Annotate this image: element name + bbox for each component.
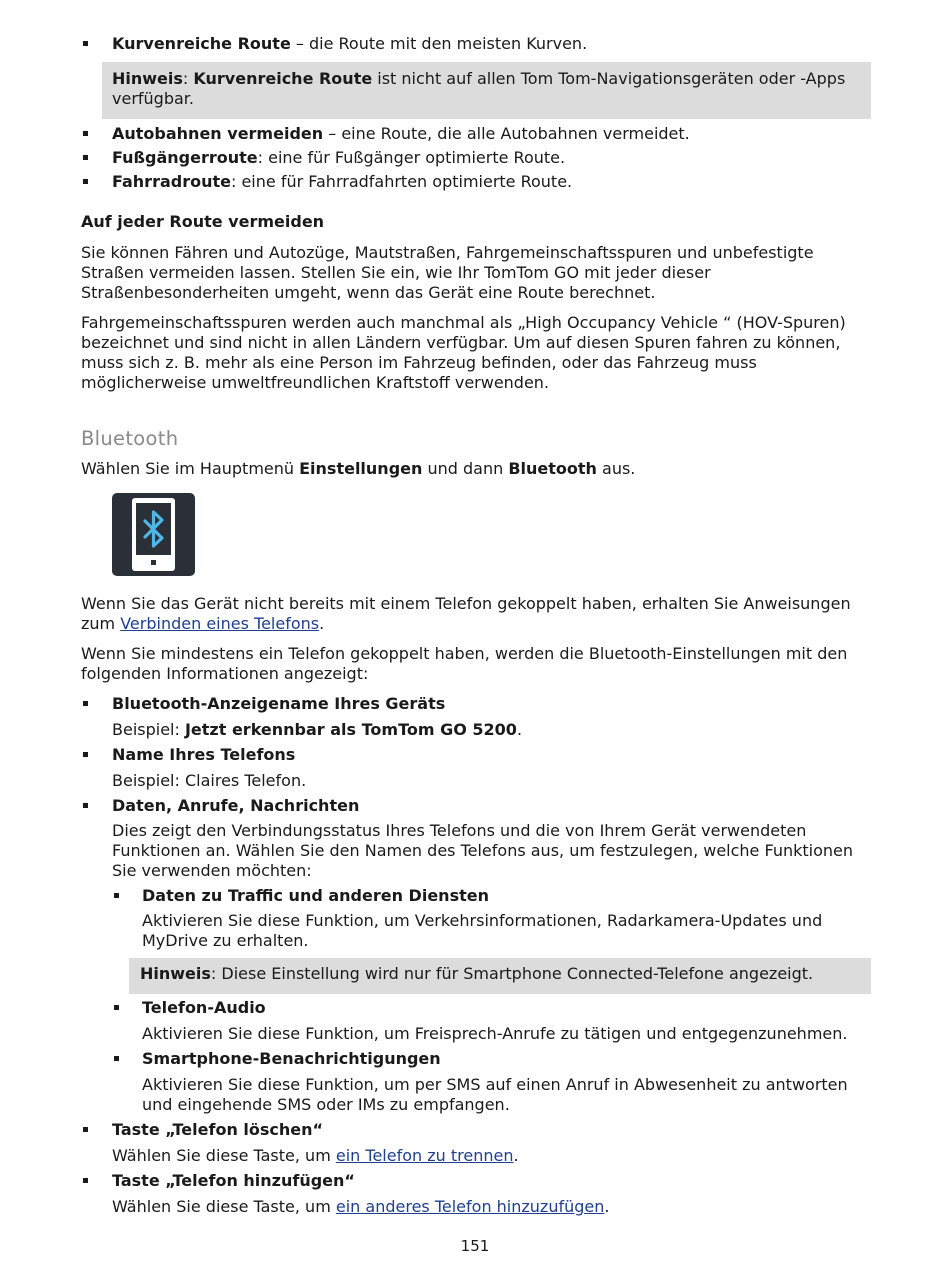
link-connect-phone[interactable]: Verbinden eines Telefons bbox=[120, 614, 320, 633]
paragraph-avoid-2: Fahrgemeinschaftsspuren werden auch manchmal als „High Occupancy Vehicle “ (HOV-Spuren) bezeichnet und sind nicht in allen Ländern verfügbar. Um auf diesen Spuren fahren zu können, muss sich z. B. mehr als eine Person im Fahrzeug befinden, oder das Fahrzeug muss möglicherweise umweltfreundlichen Kraftstoff verwenden. bbox=[81, 313, 846, 392]
paragraph-avoid-1: Sie können Fähren und Autozüge, Mautstraßen, Fahrgemeinschaftsspuren und unbefestigte Straßen vermeiden lassen. Stellen Sie ein, wie Ihr TomTom GO mit jeder dieser Straßenbesonderheiten umgeht, wenn das Gerät eine Route berechnet. bbox=[81, 243, 814, 302]
list-item-autobahnen: Autobahnen vermeiden – eine Route, die alle Autobahnen vermeidet. bbox=[81, 124, 871, 144]
page-content bbox=[81, 34, 871, 1217]
data-calls-messages-text: Dies zeigt den Verbindungsstatus Ihres Telefons und die von Ihrem Gerät verwendeten Funktionen an. Wählen Sie den Namen des Telefons aus, um festzulegen, welche Funktionen Sie verwenden möchten: bbox=[112, 821, 853, 880]
delete-phone-text: Wählen Sie diese Taste, um ein Telefon zu trennen. bbox=[112, 1146, 519, 1165]
list-item-add-phone: Taste „Telefon hinzufügen“ bbox=[81, 1171, 871, 1191]
list-item-data-calls-messages: Daten, Anrufe, Nachrichten bbox=[81, 796, 871, 816]
list-item-kurvenreiche-route: Kurvenreiche Route – die Route mit den meisten Kurven. bbox=[81, 34, 871, 54]
list-item-device-name: Bluetooth-Anzeigename Ihres Geräts bbox=[81, 694, 871, 714]
sub-item-phone-audio: Telefon-Audio bbox=[112, 998, 871, 1018]
section-heading-bluetooth: Bluetooth bbox=[81, 427, 179, 450]
phone-audio-text: Aktivieren Sie diese Funktion, um Freisprech-Anrufe zu tätigen und entgegenzunehmen. bbox=[142, 1024, 848, 1043]
sub-item-traffic-services: Daten zu Traffic und anderen Diensten bbox=[112, 886, 871, 906]
list-item-fahrradroute: Fahrradroute: eine für Fahrradfahrten optimierte Route. bbox=[81, 172, 871, 192]
sub-item-smartphone-notifications: Smartphone-Benachrichtigungen bbox=[112, 1049, 871, 1069]
section-heading-avoid: Auf jeder Route vermeiden bbox=[81, 212, 325, 231]
phone-name-example: Beispiel: Claires Telefon. bbox=[112, 771, 307, 790]
link-disconnect-phone[interactable]: ein Telefon zu trennen bbox=[335, 1146, 514, 1165]
list-item-delete-phone: Taste „Telefon löschen“ bbox=[81, 1120, 871, 1140]
paragraph-paired: Wenn Sie mindestens ein Telefon gekoppelt haben, werden die Bluetooth-Einstellungen mit den folgenden Informationen angezeigt: bbox=[81, 644, 848, 683]
note-box-smartphone: Hinweis: Diese Einstellung wird nur für Smartphone Connected-Telefone angezeigt. bbox=[129, 958, 871, 994]
paragraph-connect: Wenn Sie das Gerät nicht bereits mit einem Telefon gekoppelt haben, erhalten Sie Anweisungen zum Verbinden eines Telefons. bbox=[81, 594, 851, 633]
link-add-phone[interactable]: ein anderes Telefon hinzuzufügen bbox=[335, 1197, 605, 1216]
smartphone-notifications-text: Aktivieren Sie diese Funktion, um per SMS auf einen Anruf in Abwesenheit zu antworten und eingehende SMS oder IMs zu empfangen. bbox=[142, 1075, 848, 1114]
device-name-example: Beispiel: Jetzt erkennbar als TomTom GO 5200. bbox=[112, 720, 523, 739]
paragraph-bluetooth-intro: Wählen Sie im Hauptmenü Einstellungen und dann Bluetooth aus. bbox=[81, 459, 636, 478]
traffic-services-text: Aktivieren Sie diese Funktion, um Verkehrsinformationen, Radarkamera-Updates und MyDrive zu erhalten. bbox=[142, 911, 823, 950]
bluetooth-phone-icon bbox=[112, 493, 195, 576]
list-item-fussgaengerroute: Fußgängerroute: eine für Fußgänger optimierte Route. bbox=[81, 148, 871, 168]
list-item-phone-name: Name Ihres Telefons bbox=[81, 745, 871, 765]
page-number: 151 bbox=[460, 1237, 490, 1255]
add-phone-text: Wählen Sie diese Taste, um ein anderes Telefon hinzuzufügen. bbox=[112, 1197, 610, 1216]
note-box: Hinweis: Kurvenreiche Route ist nicht auf allen Tom Tom-Navigationsgeräten oder -Apps verfügbar. bbox=[102, 62, 871, 119]
